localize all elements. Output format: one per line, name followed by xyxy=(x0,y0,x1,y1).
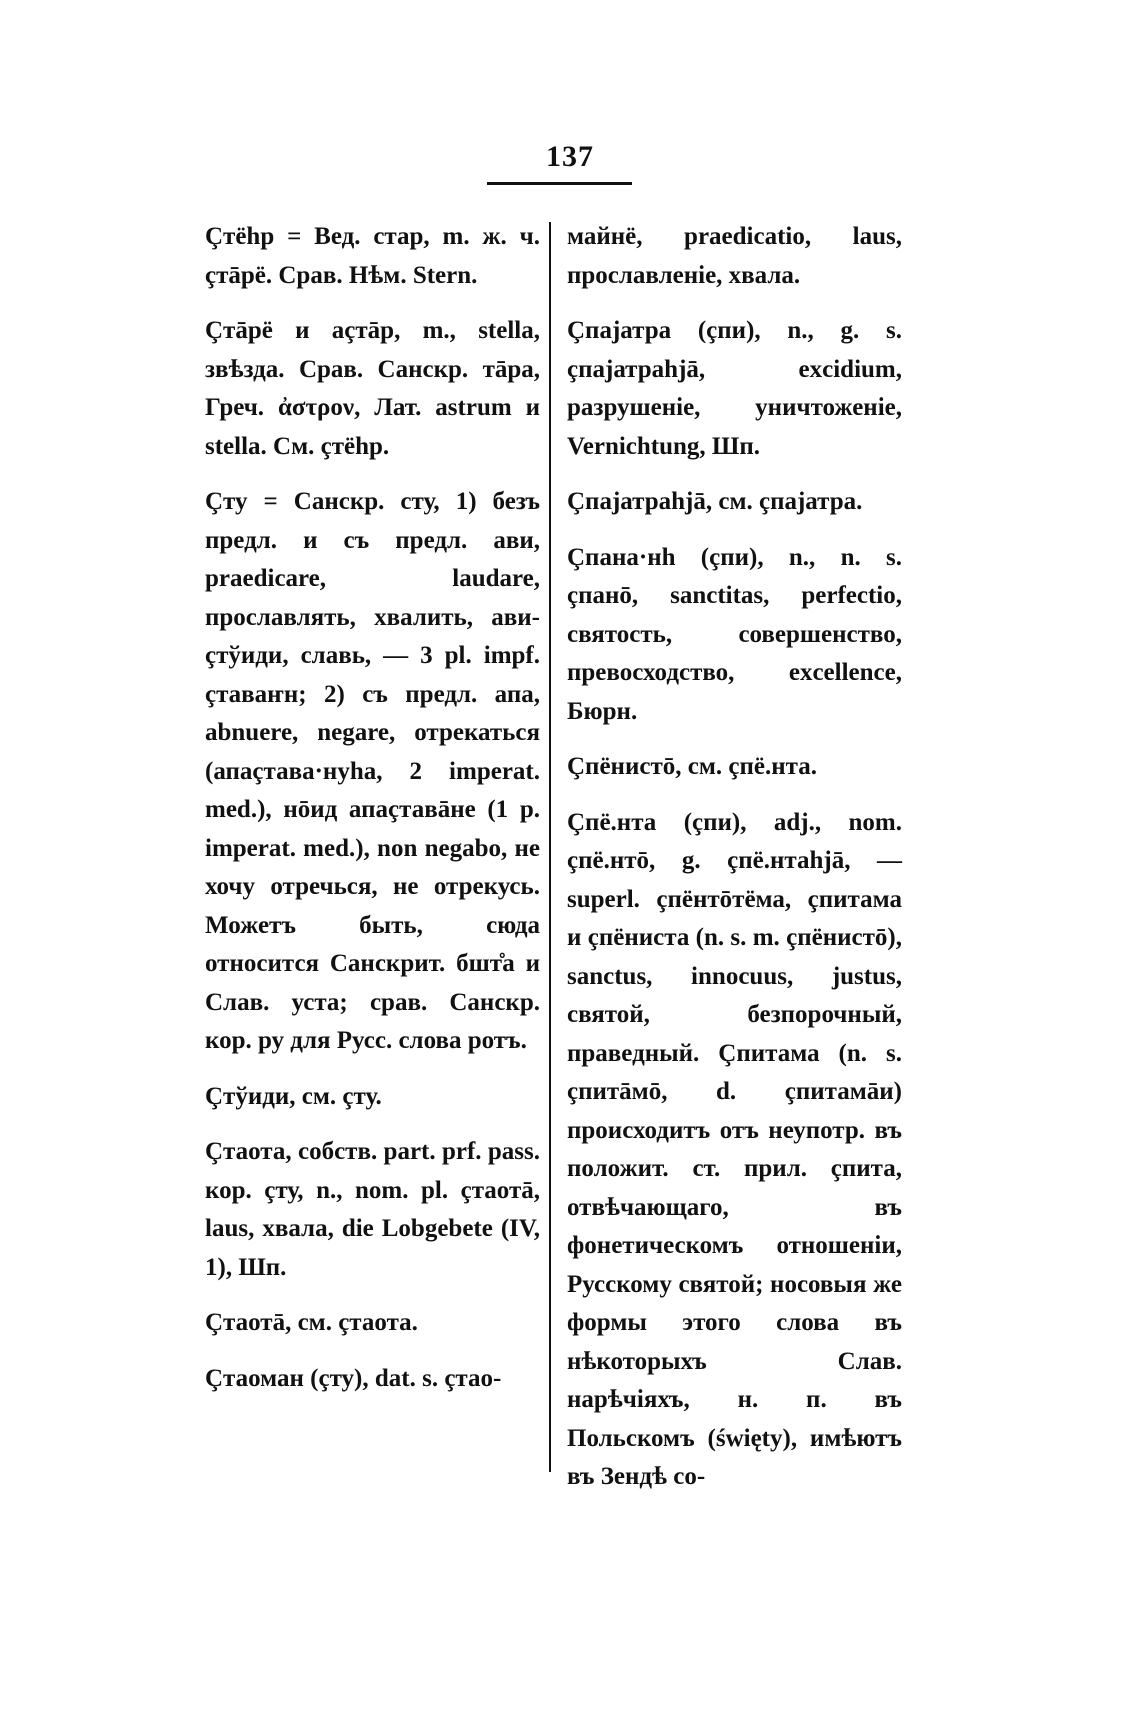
entry-stu: Çту = Санскр. сту, 1) безъ предл. и съ предл. ави, praedicare, laudare, прославлять, хвалить, ави-çтўиди, славь, — 3 pl. impf. çтаваҥн; 2) съ предл. апа, abnuere, negare, отрекаться (апаçтава·нуhа, 2 imperat. med.), нōид апаçтавāне (1 p. imperat. med.), non negabo, не хочу отречься, не отрекусь. Можетъ быть, сюда относится Санскрит. бшт̊а и Слав. уста; срав. Санскр. кор. ру для Русс. слова ротъ. xyxy=(205,488,540,1054)
entry-stuidi: Çтўиди, см. çту. xyxy=(205,1082,382,1110)
entry-spenisto: Çпёнистō, см. çпё.нта. xyxy=(567,753,817,780)
entry-stehr: Çтёhр = Вед. стар, m. ж. ч. çтāрё. Срав. Нѣм. Stern. xyxy=(205,223,540,289)
entry-spajatrahja: Çпаjатраhjā, см. çпаjатра. xyxy=(567,488,863,515)
page-number: 137 xyxy=(546,140,594,173)
entry-staota: Çтаота, собств. part. prf. pass. кор. çту, n., nom. pl. çтаотā, laus, хвала, die Lobgebete (IV, 1), Шп. xyxy=(205,1138,540,1281)
entry-spajatra: Çпаjатра (çпи), n., g. s. çпаjатраhjā, excidium, разрушеніе, уничтоженіе, Vernichtung, Шп. xyxy=(567,317,902,460)
entry-staoman-continued: майнё, praedicatio, laus, прославленіе, хвала. xyxy=(567,223,902,289)
header-rule xyxy=(487,182,632,185)
right-column xyxy=(567,218,902,1514)
entry-spenta: Çпё.нта (çпи), adj., nom. çпё.нтō, g. çпё.нтаhjā, — superl. çпёнтōтёма, çпитама и çпёниста (n. s. m. çпёнистō), sanctus, innocuus, justus, святой, безпорочный, праведный. Çпитама (n. s. çпитāмō, d. çпитамāи) происходитъ отъ неупотр. въ положит. ст. прил. çпита, отвѣчающаго, въ фонетическомъ отношеніи, Русскому святой; носовыя же формы этого слова въ нѣкоторыхъ Слав. нарѣчіяхъ, н. п. въ Польскомъ (święty), имѣютъ въ Зендѣ со- xyxy=(567,808,902,1490)
entry-spananh: Çпана·нh (çпи), n., n. s. çпанō, sanctitas, perfectio, святость, совершенство, превосходство, excellence, Бюрн. xyxy=(567,543,902,725)
entry-stare: Çтāрё и аçтāр, m., stella, звѣзда. Срав. Санскр. тāра, Греч. ἀστρον, Лат. astrum и stella. См. çтёhр. xyxy=(205,317,540,460)
entry-staoman: Çтаоман (çту), dat. s. çтао- xyxy=(205,1364,502,1392)
left-column xyxy=(205,218,540,1415)
column-divider xyxy=(549,222,551,1472)
entry-staota-2: Çтаотā, см. çтаота. xyxy=(205,1309,418,1336)
